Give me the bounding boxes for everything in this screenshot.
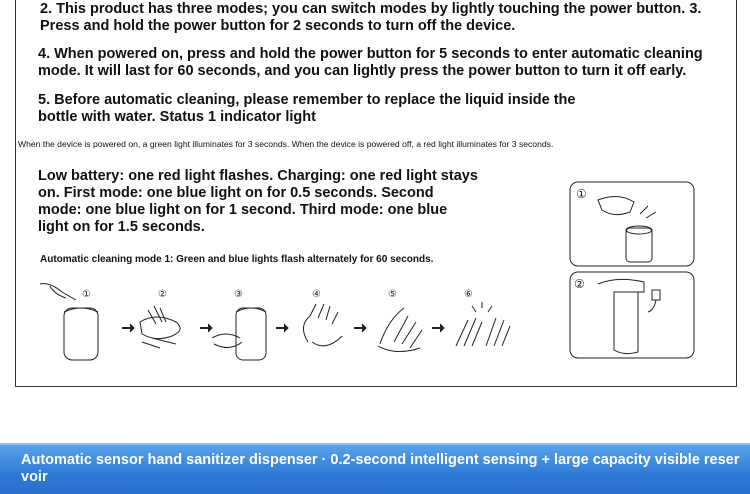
svg-text:③: ③ [234, 289, 243, 300]
indicator-light-description: Low battery: one red light flashes. Charging: one red light stays on. First mode: one blue light on for 0.5 seconds. Second mode: one blue light on for 1 second. Third mode: one blue light on for 1.5 seconds. [38, 168, 478, 235]
charge-box [570, 272, 694, 358]
svg-text:①: ① [576, 187, 587, 201]
svg-text:⑤: ⑤ [388, 289, 397, 300]
rub-palms-icon [140, 289, 180, 348]
refill-charge-illustration [568, 180, 698, 362]
svg-text:⑥: ⑥ [464, 289, 473, 300]
lift-cap-icon [576, 187, 656, 262]
power-light-note: When the device is powered on, a green light illuminates for 3 seconds. When the device is powered off, a red light illuminates for 3 seconds. [18, 139, 554, 149]
svg-text:②: ② [158, 289, 167, 300]
interlace-fingers-icon [303, 289, 342, 346]
svg-text:②: ② [574, 277, 585, 291]
banner-text: Automatic sensor hand sanitizer dispenser · 0.2-second intelligent sensing + large capacity visible reservoir [21, 452, 740, 485]
usb-charge-icon [574, 277, 660, 354]
svg-text:④: ④ [312, 289, 321, 300]
rinse-hands-icon [456, 289, 510, 346]
auto-clean-caption: Automatic cleaning mode 1: Green and blue lights flash alternately for 60 seconds. [40, 254, 434, 265]
instruction-paragraph-auto-clean: 4. When powered on, press and hold the power button for 5 seconds to enter automatic cleaning mode. It will last for 60 seconds, and you can lightly press the power button to turn it off early. [38, 46, 703, 79]
dispenser-hands-icon [212, 289, 266, 360]
hand-wash-steps-illustration [36, 282, 526, 368]
svg-text:①: ① [82, 289, 91, 300]
refill-box [570, 182, 694, 266]
rub-back-hands-icon [378, 289, 422, 352]
dispenser-hand-icon [40, 284, 98, 360]
instruction-paragraph-water: 5. Before automatic cleaning, please remember to replace the liquid inside the bottle with water. Status 1 indicator light [38, 92, 576, 125]
product-banner [0, 443, 750, 494]
instruction-paragraph-modes: 2. This product has three modes; you can switch modes by lightly touching the power button. 3. Press and hold the power button for 2 seconds to turn off the device. [40, 1, 702, 34]
